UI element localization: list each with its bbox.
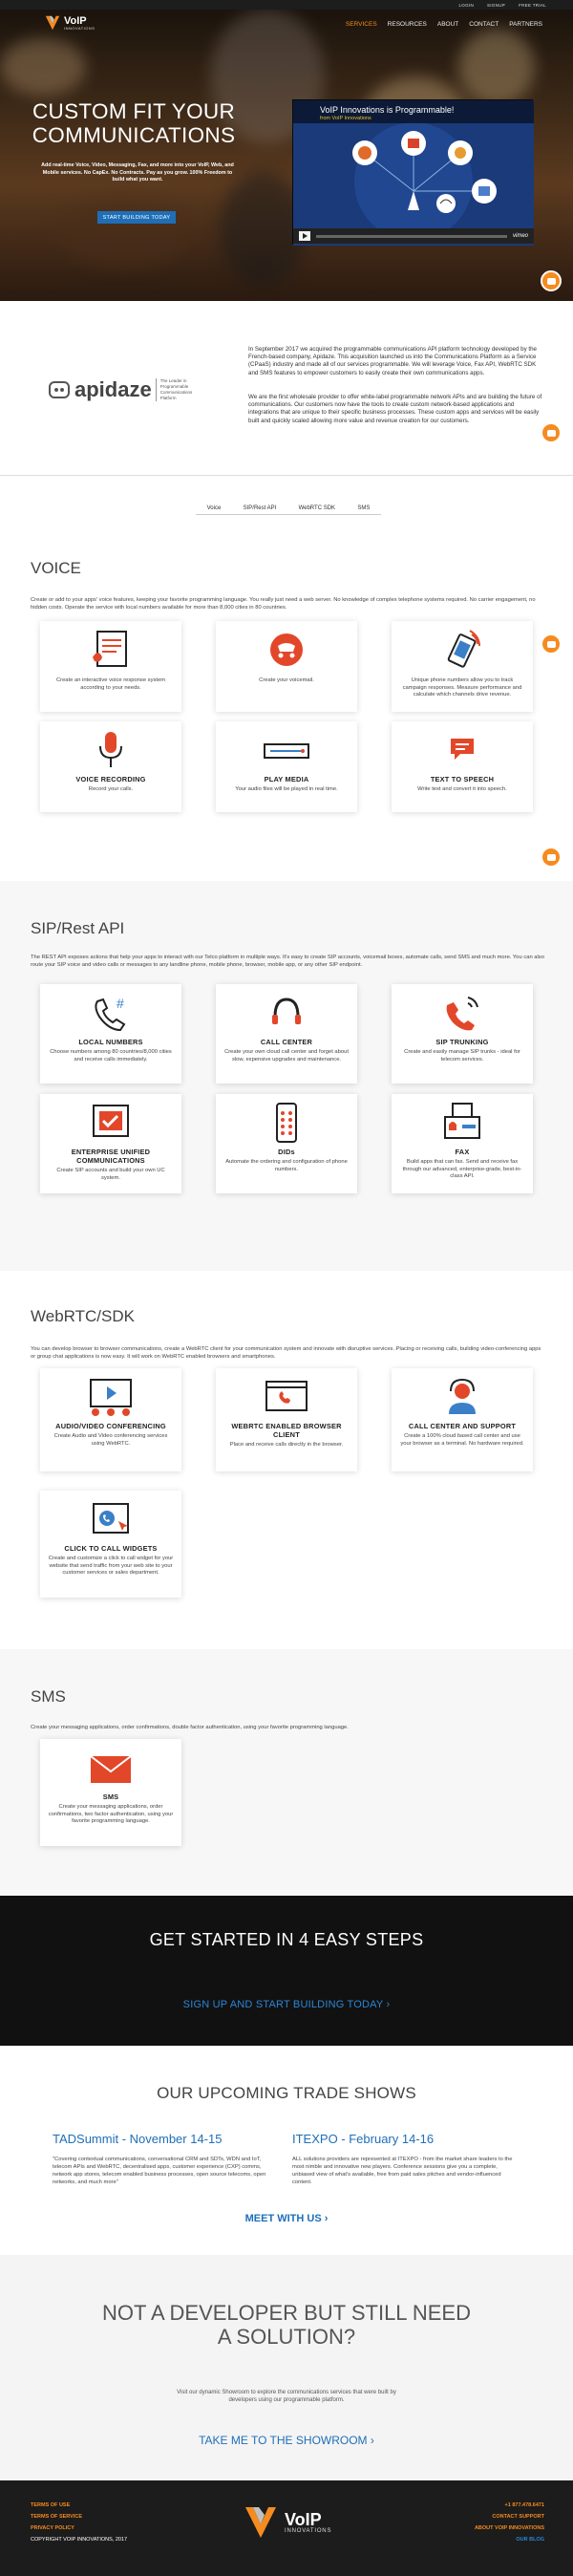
card-desc: Create your voicemail. — [259, 677, 314, 683]
divider — [0, 475, 573, 476]
hero-text: Add real-time Voice, Video, Messaging, Fax, and more into your VoIP, Web, and Mobile services. No CapEx. No Contracts. Pay as you grow. 100% Freedom to build what you want. — [41, 162, 234, 182]
apidaze-logo — [48, 377, 209, 402]
card-desc: Create a 100% cloud based call center and use your browser as a terminal. No hardware required. — [400, 1433, 524, 1447]
card-title: LOCAL NUMBERS — [78, 1038, 143, 1046]
logo-name: VoIP — [64, 14, 87, 27]
card-desc: Place and receive calls directly in the browser. — [229, 1442, 344, 1448]
card-desc: Create your own cloud call center and forget about slow, expensive upgrades and maintenance. — [224, 1049, 349, 1063]
apidaze-mark-icon — [48, 378, 71, 401]
terms-of-use-link[interactable]: TERMS OF USE — [31, 2502, 71, 2508]
apidaze-paragraph-2: We are the first wholesale provider to offer white-label programmable network APIs and are building the future of communications. Our customers now have the tools to create custom network-based applications and integrations that are unique to their specific business processes. These custom apps and services will be easily built and quickly scaled allowing more value and revenue creation for our customers. — [248, 394, 542, 424]
text-to-speech-icon — [441, 727, 483, 771]
card-title: SMS — [102, 1792, 119, 1801]
browser-phone-icon — [263, 1374, 310, 1418]
support-agent-icon — [441, 1374, 483, 1418]
fax-icon — [441, 1100, 483, 1144]
showroom-link[interactable]: TAKE ME TO THE SHOWROOM › — [199, 2434, 374, 2447]
keypad-icon — [265, 1100, 308, 1144]
event-desc: "Covering contextual communications, conversational CRM and SDTs, WDN and IoT, telecom APIs and WebRTC, decentralised apps, customer experience (CXP) comms, network app stores, telecom enabled business processes, open source telecoms, open networks, and much more" — [53, 2157, 266, 2185]
card-desc: Create and easily manage SIP trunks - ideal for telecom services. — [404, 1049, 520, 1063]
apidaze-paragraph-1: In September 2017 we acquired the programmable communications API platform technology developed by the French-based company, Apidaze. This acquisition launched us into the Communications Platform as a Service (CPaaS) industry and made all of our services programmable. We will leverage Voice, Fax API, WebRTC SDK and SMS features to empower customers to easily create their own communications apps. — [248, 346, 537, 376]
card-title: ENTERPRISE UNIFIED COMMUNICATIONS — [71, 1148, 151, 1165]
play-icon[interactable] — [299, 231, 310, 241]
sms-desc: Create your messaging applications, order confirmations, double factor authentication, using your favorite programming language. — [31, 1725, 349, 1730]
copyright: COPYRIGHT VOIP INNOVATIONS, 2017 — [31, 2537, 128, 2543]
hero-title: CUSTOM FIT YOUR COMMUNICATIONS — [32, 99, 236, 147]
sip-desc: The REST API exposes actions that help your apps to interact with our Telco platform in multiple ways. It's easy to create SIP accounts, voicemail boxes, automate calls, send SMS and much more. You can also route your SIP voice and video calls or messages to any landline phone, mobile phone, browser, mobile app, or any other SIP endpoint. — [31, 955, 544, 968]
steps-section — [0, 1896, 573, 2046]
nav-services[interactable]: SERVICES — [345, 20, 377, 28]
event-name[interactable]: ITEXPO - February 14-16 — [292, 2132, 435, 2146]
sms-card[interactable] — [40, 1739, 181, 1846]
voice-card-play-media[interactable] — [216, 721, 357, 812]
card-desc: Unique phone numbers allow you to track campaign responses. Measure performance and calculate which channels drive revenue. — [402, 677, 522, 698]
not-developer-text: Visit our dynamic Showroom to explore the communications services that were built by developers using our programmable platform. — [177, 2390, 396, 2403]
card-title: CALL CENTER AND SUPPORT — [408, 1422, 517, 1430]
voice-card-tracking[interactable] — [392, 621, 533, 712]
media-player-icon — [263, 727, 310, 771]
sip-card-fax[interactable] — [392, 1094, 533, 1193]
event-desc: ALL solutions providers are represented at ITEXPO - from the market share leaders to the most nimble and innovative new players. Conference sessions give you a complete, unbiased view of what's available, free from paid sales pitches and vendor-influenced content. — [292, 2157, 513, 2185]
tab-voice[interactable]: Voice — [206, 505, 222, 511]
card-desc: Build apps that can fax. Send and receive fax through our advanced, enterprise-grade, best-in-class API. — [402, 1159, 522, 1180]
voice-card-recording[interactable] — [40, 721, 181, 812]
footer-left-links — [31, 2500, 127, 2545]
service-tabs — [196, 503, 381, 515]
tab-sms[interactable]: SMS — [357, 505, 371, 511]
card-title: CALL CENTER — [260, 1038, 313, 1046]
mobile-tracking-icon — [441, 627, 483, 671]
apidaze-wordmark: apidaze — [74, 377, 152, 401]
tab-webrtc[interactable]: WebRTC SDK — [298, 505, 336, 511]
envelope-icon — [87, 1745, 135, 1789]
login-link[interactable]: LOGIN — [458, 2, 474, 8]
voice-card-voicemail[interactable] — [216, 621, 357, 712]
card-desc: Your audio files will be played in real time. — [235, 786, 338, 792]
vimeo-logo[interactable]: vimeo — [512, 233, 528, 239]
card-title: FAX — [455, 1148, 470, 1156]
privacy-policy-link[interactable]: PRIVACY POLICY — [31, 2525, 74, 2531]
voip-logo-icon — [241, 2501, 281, 2544]
card-title: CLICK TO CALL WIDGETS — [64, 1544, 158, 1553]
sip-card-local-numbers[interactable] — [40, 984, 181, 1084]
chat-icon-4[interactable] — [541, 847, 562, 868]
tab-sip[interactable]: SIP/Rest API — [243, 505, 277, 511]
sip-card-dids[interactable] — [216, 1094, 357, 1193]
card-desc: Automate the ordering and configuration of phone numbers. — [225, 1159, 348, 1172]
sip-card-unified-comm[interactable] — [40, 1094, 181, 1193]
card-desc: Record your calls. — [88, 786, 134, 792]
card-desc: Choose numbers among 80 countries/8,000 cities and receive calls immediately. — [50, 1049, 172, 1063]
footer-right-links — [401, 2500, 544, 2545]
footer-logo[interactable] — [241, 2501, 331, 2544]
about-link[interactable]: ABOUT VOIP INNOVATIONS — [474, 2525, 544, 2531]
event-itexpo — [292, 2132, 521, 2186]
webrtc-card-browser[interactable] — [216, 1368, 357, 1471]
chat-icon[interactable] — [541, 270, 562, 291]
footer-logo-name: VoIP — [285, 2509, 322, 2529]
card-title: TEXT TO SPEECH — [430, 775, 495, 784]
sip-title: SIP/Rest API — [31, 919, 125, 937]
ivr-icon — [90, 627, 132, 671]
card-desc: Create an interactive voice response system according to your needs. — [55, 677, 166, 691]
card-title: WEBRTC ENABLED BROWSER CLIENT — [231, 1422, 342, 1439]
sip-card-call-center[interactable] — [216, 984, 357, 1084]
logo-sub: INNOVATIONS — [64, 25, 96, 31]
nav-about[interactable]: ABOUT — [436, 20, 459, 28]
progress-bar[interactable] — [316, 235, 507, 238]
video-title-overlay — [293, 100, 534, 123]
microphone-icon — [90, 727, 132, 771]
terms-of-service-link[interactable]: TERMS OF SERVICE — [31, 2514, 82, 2520]
main-nav — [0, 10, 573, 38]
webrtc-card-call-center[interactable] — [392, 1368, 533, 1471]
video-conference-icon — [87, 1374, 135, 1418]
card-title: DIDs — [278, 1148, 295, 1156]
card-title: SIP TRUNKING — [435, 1038, 489, 1046]
not-developer-title: NOT A DEVELOPER BUT STILL NEED A SOLUTION? — [102, 2301, 471, 2349]
voice-title: VOICE — [31, 559, 81, 577]
event-name[interactable]: TADSummit - November 14-15 — [53, 2132, 223, 2146]
meet-with-us-link[interactable]: MEET WITH US › — [244, 2213, 329, 2224]
event-tadsummit — [53, 2132, 282, 2186]
sip-trunk-icon — [441, 990, 483, 1034]
voicemail-icon — [265, 627, 308, 671]
svg-text:#: # — [117, 996, 124, 1011]
voice-desc: Create or add to your apps' voice features, keeping your favorite programming language. You really just need a web server. No knowledge of complex telephone systems required. No carrier engagement, no hidden costs. Operate the service with local numbers available for more than 8,000 cities in 80 countries. — [31, 597, 536, 611]
webrtc-card-click-to-call[interactable] — [40, 1491, 181, 1598]
signup-link[interactable]: SIGNUP — [487, 2, 506, 8]
nav-resources[interactable]: RESOURCES — [387, 20, 427, 28]
blog-link[interactable]: OUR BLOG — [516, 2537, 544, 2543]
webrtc-title: WebRTC/SDK — [31, 1307, 135, 1325]
sms-title: SMS — [31, 1687, 66, 1706]
footer-logo-sub: INNOVATIONS — [285, 2527, 332, 2534]
card-desc: Write text and convert it into speech. — [417, 786, 507, 792]
nav-partners[interactable]: PARTNERS — [509, 20, 542, 28]
trade-title: OUR UPCOMING TRADE SHOWS — [157, 2084, 416, 2102]
webrtc-desc: You can develop browser to browser communications, create a WebRTC client for your communication system and innovate with disruptive services. Placing or receiving calls, building video-conferencing apps or group chat applications is now easy. It will work on WebRTC enabled browsers and smartphones. — [31, 1346, 541, 1360]
click-to-call-icon — [90, 1496, 132, 1540]
video-title: VoIP Innovations is Programmable! — [320, 105, 455, 115]
phone-hash-icon — [90, 990, 132, 1034]
webrtc-card-conferencing[interactable] — [40, 1368, 181, 1471]
voice-card-ivr[interactable] — [40, 621, 181, 712]
card-desc: Create Audio and Video conferencing services using WebRTC. — [53, 1433, 168, 1447]
phone-number[interactable]: +1 877.478.6471 — [504, 2502, 544, 2508]
signup-link[interactable]: SIGN UP AND START BUILDING TODAY › — [182, 1999, 391, 2010]
top-utility-bar — [0, 0, 573, 10]
nav-contact[interactable]: CONTACT — [469, 20, 499, 28]
chat-icon-2[interactable] — [541, 422, 562, 443]
chat-icon-3[interactable] — [541, 633, 562, 655]
voice-card-tts[interactable] — [392, 721, 533, 812]
video-player[interactable] — [292, 99, 533, 245]
free-trial-link[interactable]: FREE TRIAL — [519, 2, 546, 8]
headset-icon — [265, 990, 308, 1034]
steps-title: GET STARTED IN 4 EASY STEPS — [149, 1930, 424, 1949]
card-desc: Create SIP accounts and build your own UC system. — [56, 1168, 165, 1181]
start-building-button[interactable]: START BUILDING TODAY — [97, 211, 176, 224]
checkbox-monitor-icon — [90, 1100, 132, 1144]
card-title: PLAY MEDIA — [264, 775, 309, 784]
contact-support-link[interactable]: CONTACT SUPPORT — [492, 2514, 544, 2520]
card-desc: Create your messaging applications, order confirmations, two factor authentication, using your favorite programming language. — [48, 1804, 174, 1825]
apidaze-tagline: The Leader in Programmable Communications Platform — [156, 378, 209, 401]
card-title: VOICE RECORDING — [75, 775, 146, 784]
video-subtitle: from VoIP Innovations — [320, 116, 371, 121]
sip-card-trunking[interactable] — [392, 984, 533, 1084]
card-desc: Create and customize a click to call widget for your website that send traffic from your web site to your customer services or sales department. — [48, 1556, 174, 1577]
video-controls — [293, 228, 534, 244]
card-title: AUDIO/VIDEO CONFERENCING — [55, 1422, 166, 1430]
